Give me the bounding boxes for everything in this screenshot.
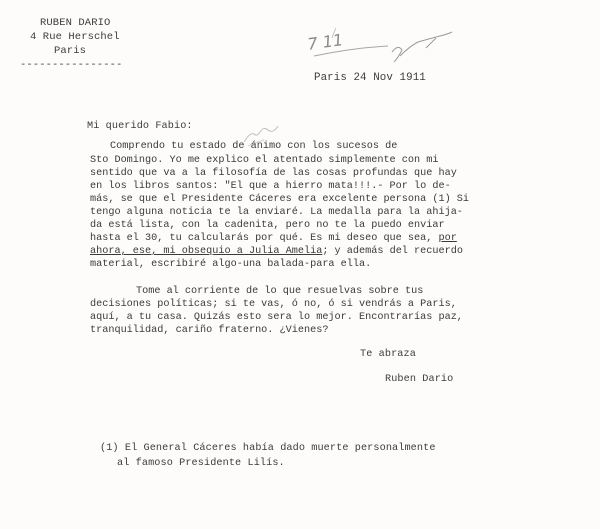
paragraph-1-line: material, escribiré algo-una balada-para ella. (90, 259, 372, 270)
paragraph-2-line: decisiones políticas; si te vas, ó no, ó si vendrás a Paris, (90, 299, 457, 310)
letterhead-name: RUBEN DARIO (40, 17, 111, 29)
closing: Te abraza (360, 349, 416, 360)
signature: Ruben Dario (385, 374, 454, 385)
paragraph-1-line: Sto Domingo. Yo me explico el atentado simplemente con mi (90, 155, 439, 166)
paragraph-1-text: hasta el 30, tu calcularás por qué. Es mi deseo que sea, (90, 233, 439, 244)
paragraph-1-line: más, se que el Presidente Cáceres era excelente persona (1) Si (90, 194, 470, 205)
paragraph-1-line: en los libros santos: "El que a hierro mata!!!.- Por lo de- (90, 181, 451, 192)
paragraph-2-line: aquí, a tu casa. Quizás esto sera lo mejor. Encontrarías paz, (90, 312, 463, 323)
paragraph-2-line: Tome al corriente de lo que resuelvas sobre tus (136, 286, 424, 297)
letterhead-city: Paris (54, 45, 87, 57)
paragraph-2-line: tranquilidad, cariño fraterno. ¿Vienes? (90, 325, 329, 336)
paragraph-1-line (90, 233, 457, 245)
paragraph-1-line: tengo alguna noticia te la enviaré. La medalla para la ahija- (90, 207, 463, 218)
salutation: Mi querido Fabio: (87, 121, 193, 132)
paragraph-1-line: da está lista, con la cadenita, pero no te la puedo enviar (90, 220, 445, 231)
paragraph-1-line: Comprendo tu estado de ánimo con los sucesos de (110, 141, 398, 152)
footnote-line: al famoso Presidente Lilís. (117, 458, 285, 469)
pencil-annotation (292, 26, 492, 74)
footnote-line: (1) El General Cáceres había dado muerte personalmente (100, 443, 436, 454)
pencil-annotation-text: 7 11 (306, 30, 345, 54)
paragraph-1-line (90, 246, 463, 258)
underlined-por: por (438, 233, 457, 244)
paragraph-1-text: ahora, ese, mi obsequio a (90, 246, 249, 257)
underlined-julia-amelia: Julia Amelia (248, 246, 323, 257)
paragraph-1-text-tail: ; y además del recuerdo (322, 246, 463, 257)
letterhead-street: 4 Rue Herschel (30, 31, 120, 43)
dateline: Paris 24 Nov 1911 (314, 72, 426, 84)
letterhead-rule: ---------------- (20, 59, 123, 71)
paragraph-1-line: sentido que va a la filosofía de las cosas profundas que hay (90, 168, 457, 179)
